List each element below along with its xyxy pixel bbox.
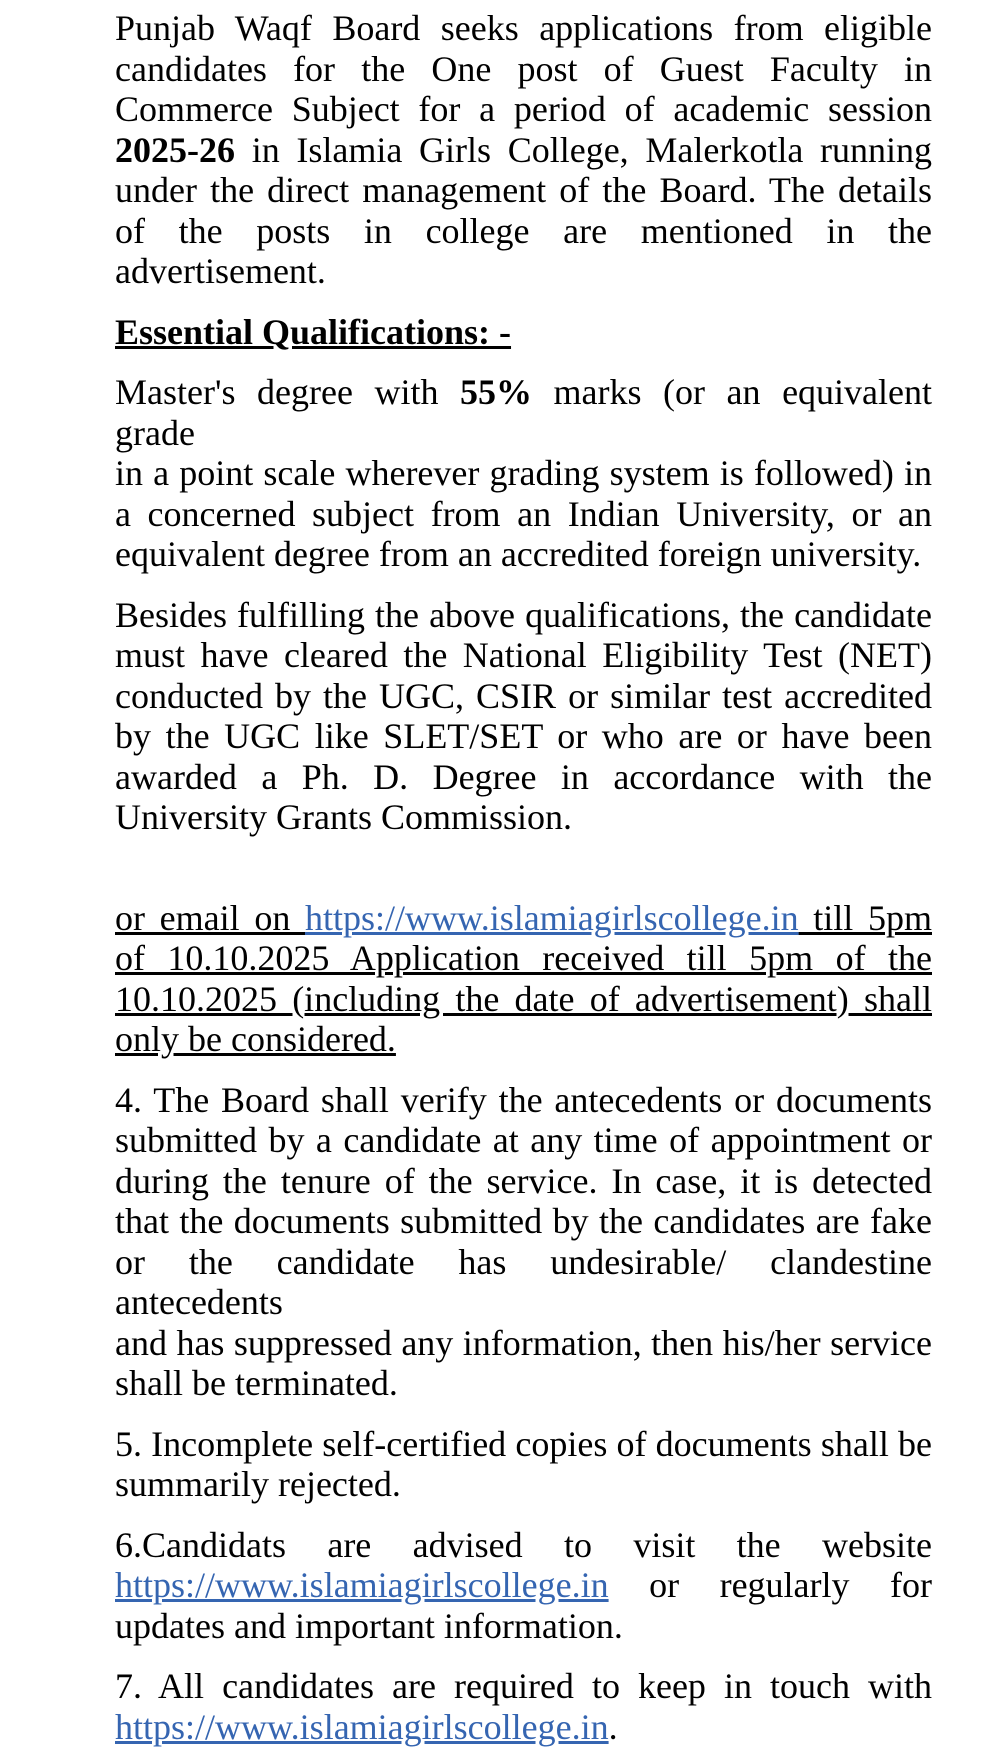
text-line: Commerce Subject for a period of academic session [115,89,932,130]
essential-qualifications-heading [115,312,932,353]
text-segment: . [609,1707,618,1747]
text-line: during the tenure of the service. In case, it is detected [115,1161,932,1202]
text-line [115,1707,932,1747]
text-segment: marks (or an equivalent grade [115,372,932,453]
text-line: that the documents submitted by the candidates are fake [115,1201,932,1242]
text-line: of 10.10.2025 Application received till 5pm of the [115,938,932,979]
text-line: Besides fulfilling the above qualifications, the candidate [115,595,932,636]
heading-line [115,312,932,353]
text-line: updates and important information. [115,1606,932,1647]
text-line: advertisement. [115,251,932,292]
text-line: shall be terminated. [115,1363,932,1404]
masters-degree-paragraph [115,372,932,575]
text-line: University Grants Commission. [115,797,932,838]
text-line [115,372,932,453]
net-requirement-paragraph [115,595,932,838]
text-line [115,130,932,171]
college-website-link[interactable]: https://www.islamiagirlscollege.in [115,1707,609,1747]
text-line: must have cleared the National Eligibility Test (NET) [115,635,932,676]
college-website-link[interactable]: https://www.islamiagirlscollege.in [305,898,799,938]
text-line: in a point scale wherever grading system is followed) in [115,453,932,494]
text-segment: or email on [115,898,305,938]
text-line: under the direct management of the Board. The details [115,170,932,211]
text-line: of the posts in college are mentioned in the [115,211,932,252]
clause-7-keep-in-touch-paragraph [115,1666,932,1747]
text-segment: till 5pm [799,898,932,938]
text-line: 10.10.2025 (including the date of advertisement) shall [115,979,932,1020]
text-line: or the candidate has undesirable/ clandestine antecedents [115,1242,932,1323]
text-line: awarded a Ph. D. Degree in accordance with the [115,757,932,798]
text-line: 6.Candidats are advised to visit the website [115,1525,932,1566]
clause-4-verification-paragraph [115,1080,932,1404]
text-line: and has suppressed any information, then his/her service [115,1323,932,1364]
text-line: submitted by a candidate at any time of appointment or [115,1120,932,1161]
session-years-bold: 2025-26 [115,130,235,170]
text-line: equivalent degree from an accredited foreign university. [115,534,932,575]
text-line: 7. All candidates are required to keep in touch with [115,1666,932,1707]
text-line: 5. Incomplete self-certified copies of documents shall be [115,1424,932,1465]
clause-5-incomplete-paragraph [115,1424,932,1505]
text-line: 4. The Board shall verify the antecedents or documents [115,1080,932,1121]
clause-6-website-paragraph [115,1525,932,1647]
application-deadline-paragraph [115,898,932,1060]
text-line: candidates for the One post of Guest Faculty in [115,49,932,90]
text-line: by the UGC like SLET/SET or who are or have been [115,716,932,757]
text-line: only be considered. [115,1019,932,1060]
text-line: a concerned subject from an Indian University, or an [115,494,932,535]
heading-text: Essential Qualifications: - [115,312,511,352]
text-segment: in Islamia Girls College, Malerkotla running [235,130,932,170]
college-website-link[interactable]: https://www.islamiagirlscollege.in [115,1565,609,1605]
text-segment: or regularly for [609,1565,932,1605]
text-line [115,1565,932,1606]
text-line [115,898,932,939]
text-line: Punjab Waqf Board seeks applications from eligible [115,8,932,49]
marks-percentage-bold: 55% [460,372,532,412]
text-line: conducted by the UGC, CSIR or similar test accredited [115,676,932,717]
text-line: summarily rejected. [115,1464,932,1505]
intro-paragraph [115,8,932,292]
text-segment: Master's degree with [115,372,460,412]
